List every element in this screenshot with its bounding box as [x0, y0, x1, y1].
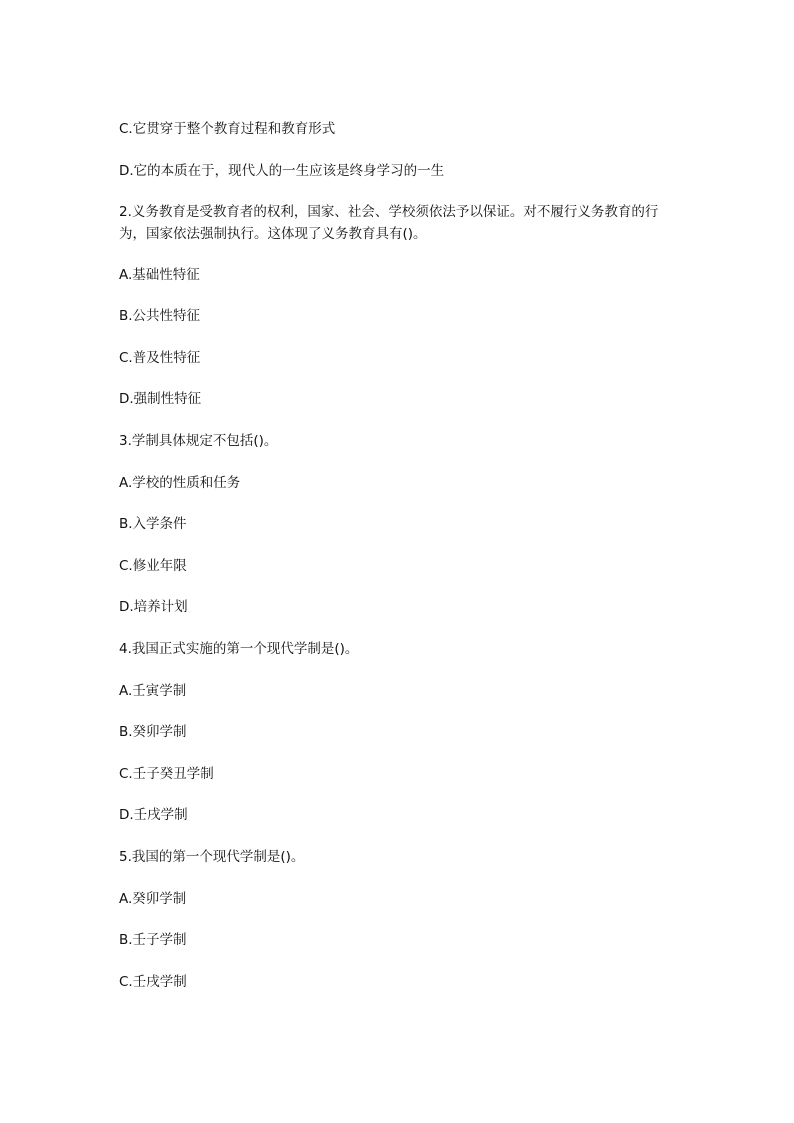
option-3d: D.培养计划: [119, 599, 188, 616]
option-3a: A.学校的性质和任务: [119, 474, 241, 491]
option-3b: B.入学条件: [119, 516, 187, 533]
option-1d: D.它的本质在于，现代人的一生应该是终身学习的一生: [119, 162, 445, 179]
option-4b: B.癸卯学制: [119, 724, 187, 741]
option-1c: C.它贯穿于整个教育过程和教育形式: [119, 121, 336, 137]
question-3: 3.学制具体规定不包括()。: [119, 433, 278, 450]
option-2c: C.普及性特征: [119, 349, 201, 366]
question-4: 4.我国正式实施的第一个现代学制是()。: [119, 641, 359, 658]
question-5: 5.我国的第一个现代学制是()。: [119, 849, 305, 865]
option-4c: C.壬子癸丑学制: [119, 765, 214, 782]
option-4d: D.壬戌学制: [119, 807, 188, 824]
option-5b: B.壬子学制: [119, 932, 187, 949]
option-5c: C.壬戌学制: [119, 973, 187, 990]
document-body: [119, 119, 675, 1013]
option-2b: B.公共性特征: [119, 308, 201, 325]
question-2: 2.义务教育是受教育者的权利，国家、社会、学校须依法予以保证。对不履行义务教育的行为，国家依法强制执行。这体现了义务教育具有()。: [119, 204, 659, 242]
option-3c: C.修业年限: [119, 557, 187, 574]
option-2d: D.强制性特征: [119, 391, 202, 408]
option-2a: A.基础性特征: [119, 266, 200, 283]
option-5a: A.癸卯学制: [119, 890, 187, 907]
option-4a: A.壬寅学制: [119, 682, 187, 699]
